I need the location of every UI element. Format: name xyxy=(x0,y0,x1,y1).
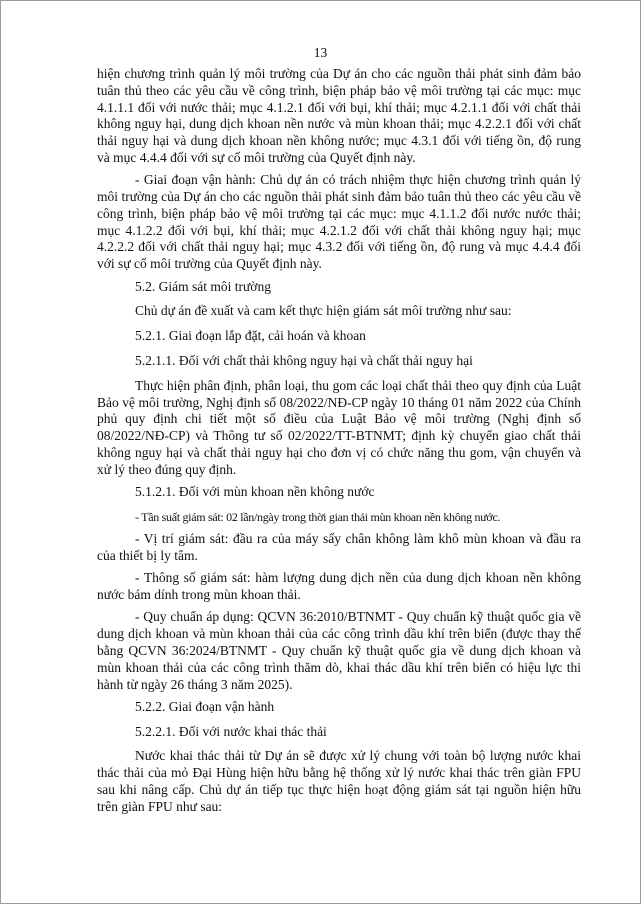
heading-5-2-1-1: 5.2.1.1. Đối với chất thải không nguy hại và chất thải nguy hại xyxy=(135,352,473,368)
heading-5-2-1: 5.2.1. Giai đoạn lắp đặt, cải hoán và khoan xyxy=(135,328,366,344)
paragraph-operation-phase: - Giai đoạn vận hành: Chủ dự án có trách nhiệm thực hiện chương trình quản lý môi trường của Dự án cho các nguồn thải phát sinh đảm bảo tuân thủ theo các yêu cầu về công trình, biện pháp bảo vệ môi trường tại các mục: mục 4.1.1.2 đối nước nước thải; mục 4.1.2.2 đối với bụi, khí thải; mục 4.2.1.2 đối với chất thải không nguy hại; mục 4.2.2.2 đối với chất thải nguy hại; mục 4.3.2 đối với tiếng ồn, độ rung và mục 4.4.4 đối với sự cố môi trường của Quyết định này. xyxy=(97,172,581,272)
heading-5-1-2-1: 5.1.2.1. Đối với mùn khoan nền không nước xyxy=(135,484,375,500)
paragraph-monitoring-intro: Chủ dự án đề xuất và cam kết thực hiện giám sát môi trường như sau: xyxy=(135,303,512,319)
document-body xyxy=(97,66,581,821)
list-item-frequency: - Tần suất giám sát: 02 lần/ngày trong thời gian thải mùn khoan nền không nước. xyxy=(135,509,501,524)
heading-5-2-2-1: 5.2.2.1. Đối với nước khai thác thải xyxy=(135,723,327,739)
list-item-location: - Vị trí giám sát: đầu ra của máy sấy chân không làm khô mùn khoan và đầu ra của thiết bị ly tâm. xyxy=(97,531,581,563)
paragraph-env-management-install: hiện chương trình quản lý môi trường của Dự án cho các nguồn thải phát sinh đảm bảo tuân thủ theo các yêu cầu về công trình, biện pháp bảo vệ môi trường tại các mục: mục 4.1.1.1 đối với nước thải; mục 4.1.2.1 đối với bụi, khí thải; mục 4.2.1.1 đối với chất thải không nguy hại, dung dịch khoan nền nước và mùn khoan thải; mục 4.2.2.1 đối với chất thải nguy hại và dung dịch khoan nền không nước; mục 4.3.1 đối với tiếng ồn, độ rung và mục 4.4.4 đối với sự cố môi trường của Quyết định này. xyxy=(97,66,581,165)
page-number: 13 xyxy=(313,45,328,60)
paragraph-waste-classification: Thực hiện phân định, phân loại, thu gom các loại chất thải theo quy định của Luật Bảo vệ môi trường, Nghị định số 08/2022/NĐ-CP ngày 10 tháng 01 năm 2022 của Chính phủ quy định chi tiết một số điều của Luật Bảo vệ môi trường (Nghị định số 08/2022/NĐ-CP) và Thông tư số 02/2022/TT-BTNMT; định kỳ chuyển giao chất thải không nguy hại và chất thải nguy hại cho đơn vị có chức năng thu gom, vận chuyển và xử lý theo đúng quy định. xyxy=(97,377,581,477)
heading-5-2: 5.2. Giám sát môi trường xyxy=(135,278,271,294)
heading-5-2-2: 5.2.2. Giai đoạn vận hành xyxy=(135,698,275,714)
paragraph-produced-water: Nước khai thác thải từ Dự án sẽ được xử lý chung với toàn bộ lượng nước khai thác thải của mỏ Đại Hùng hiện hữu bằng hệ thống xử lý nước khai thác trên giàn FPU sau khi nâng cấp. Chủ dự án tiếp tục thực hiện hoạt động giám sát tại nguồn hiện hữu trên giàn FPU như sau: xyxy=(97,748,581,814)
list-item-standard: - Quy chuẩn áp dụng: QCVN 36:2010/BTNMT - Quy chuẩn kỹ thuật quốc gia về dung dịch khoan và mùn khoan thải của các công trình dầu khí trên biển (được thay thế bằng QCVN 36:2024/BTNMT - Quy chuẩn kỹ thuật quốc gia về dung dịch khoan và mùn khoan thải của các công trình thăm dò, khai thác dầu khí trên biển có hiệu lực thi hành từ ngày 26 tháng 3 năm 2025). xyxy=(97,609,581,692)
list-item-parameters: - Thông số giám sát: hàm lượng dung dịch nền của dung dịch khoan nền không nước bám dính trong mùn khoan thải. xyxy=(97,570,581,603)
